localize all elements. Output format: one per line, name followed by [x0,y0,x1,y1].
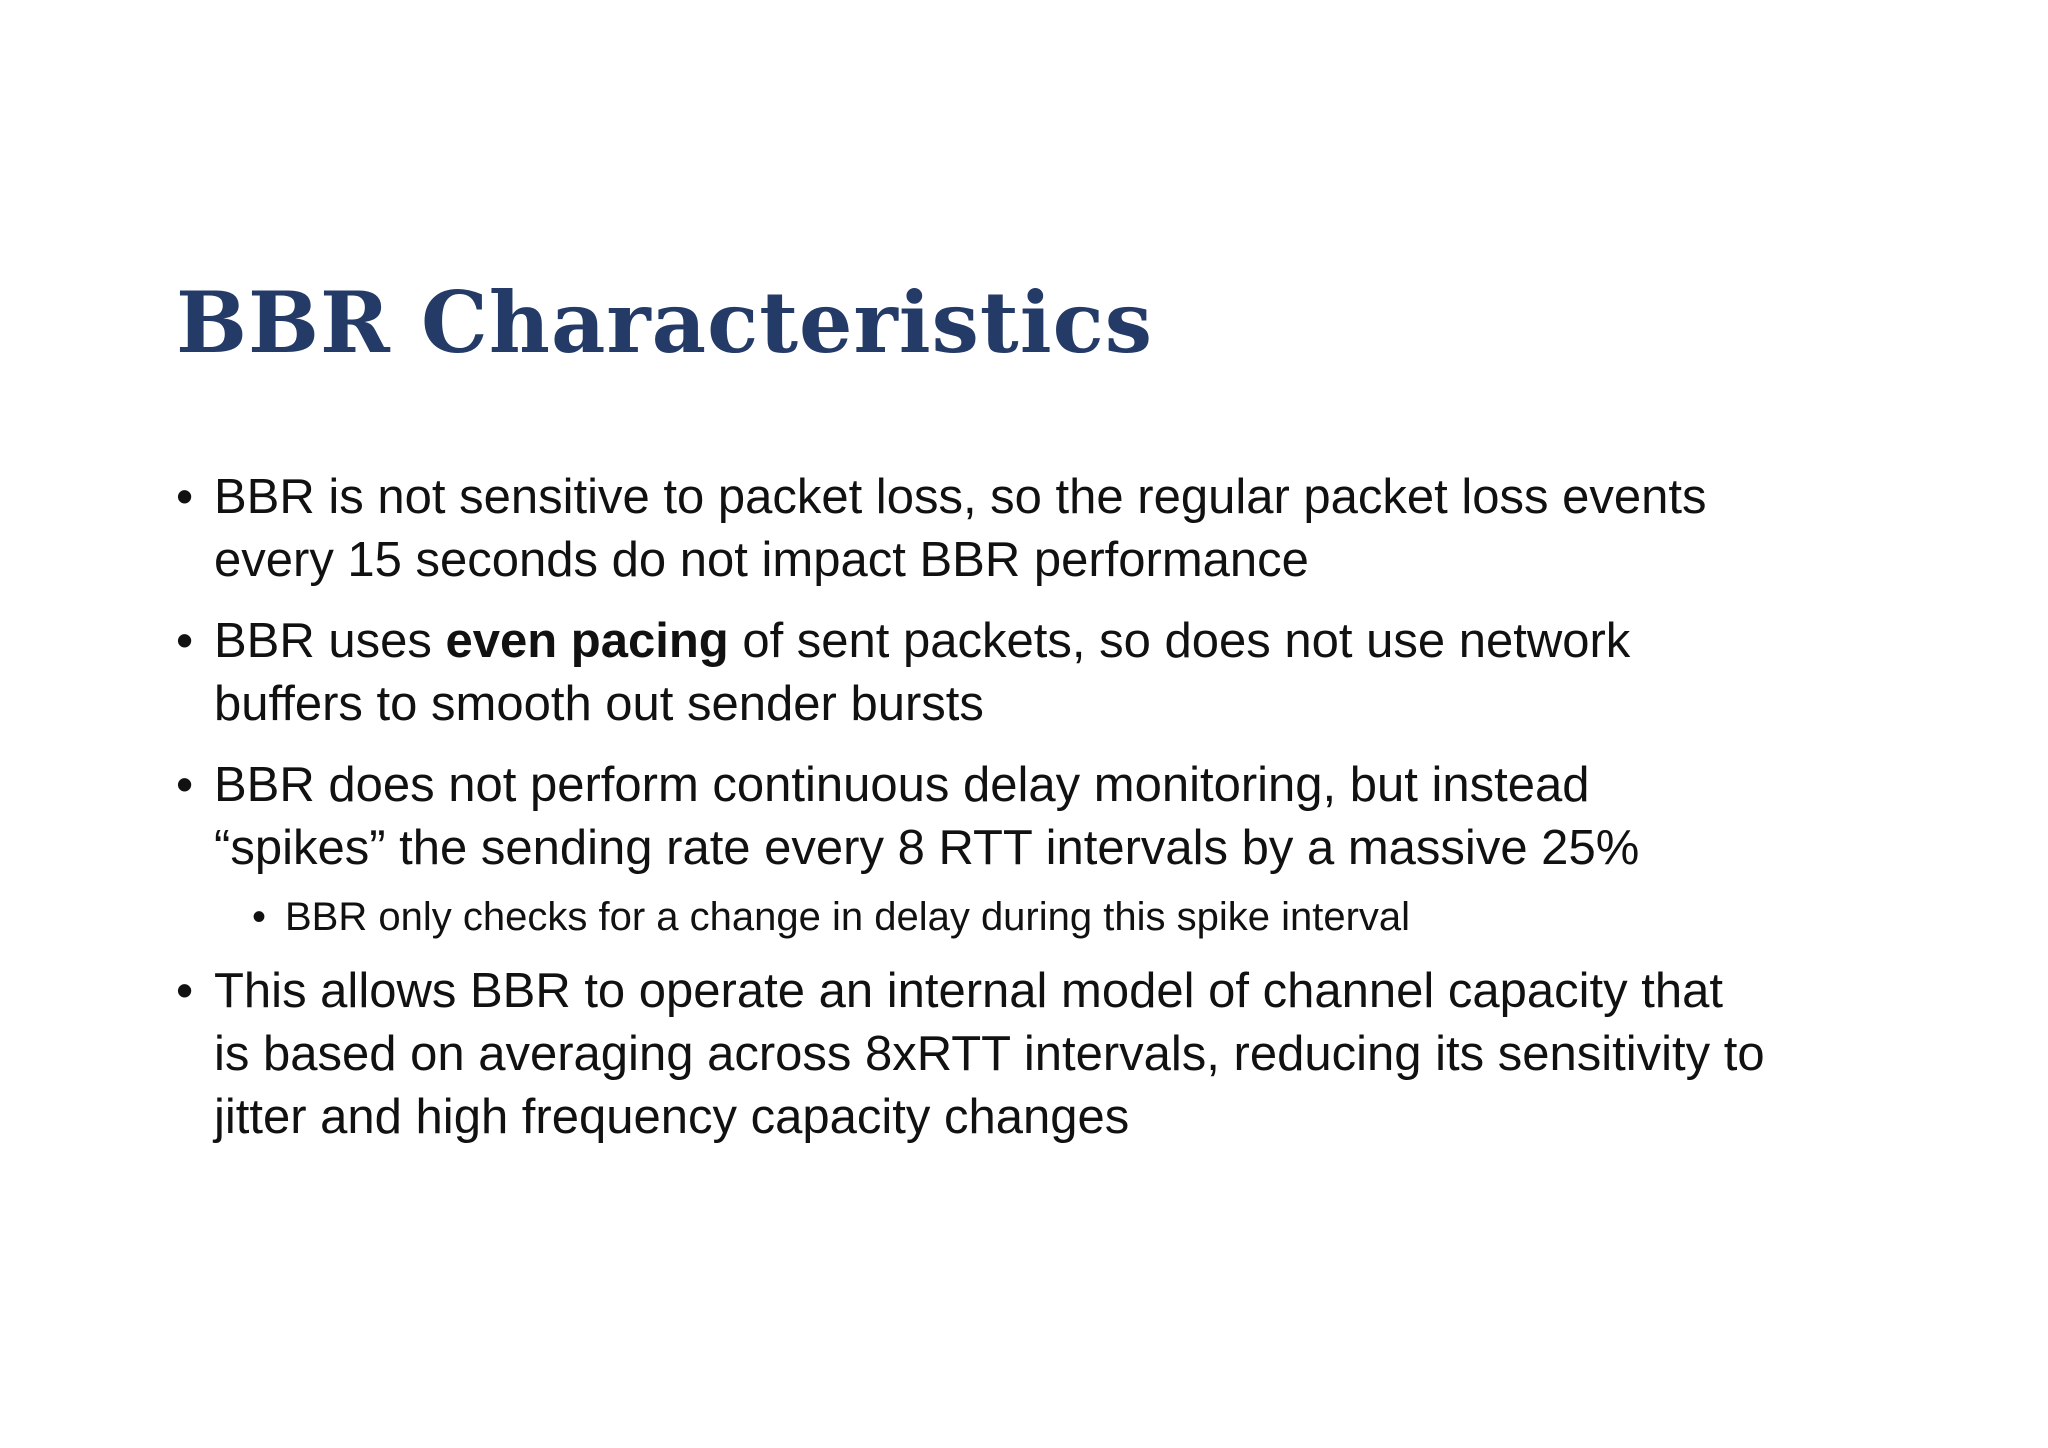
sub-bullet-line: • BBR only checks for a change in delay during this spike interval [285,895,1411,939]
bullet-emphasis: even pacing [445,614,729,668]
bullet-list [176,466,1896,1167]
sub-bullet-item [252,890,1896,944]
bullet-line: • BBR does not perform continuous delay monitoring, but instead [214,758,1590,812]
bullet-item [176,754,1896,880]
bullet-item [176,960,1896,1149]
bullet-line: jitter and high frequency capacity changes [214,1090,1130,1144]
bullet-text: BBR uses [214,614,446,668]
bullet-line: is based on averaging across 8xRTT intervals, reducing its sensitivity to [214,1027,1765,1081]
bullet-line: buffers to smooth out sender bursts [214,677,984,731]
bullet-line: • BBR is not sensitive to packet loss, so the regular packet loss events [214,470,1707,524]
slide-title: BBR Characteristics [176,273,1154,372]
bullet-line: “spikes” the sending rate every 8 RTT intervals by a massive 25% [214,821,1640,875]
bullet-item [176,466,1896,592]
bullet-item [176,610,1896,736]
bullet-line [214,610,1896,673]
bullet-text: of sent packets, so does not use network [728,614,1631,668]
bullet-line: every 15 seconds do not impact BBR performance [214,533,1309,587]
bullet-line: • This allows BBR to operate an internal model of channel capacity that [214,964,1723,1018]
